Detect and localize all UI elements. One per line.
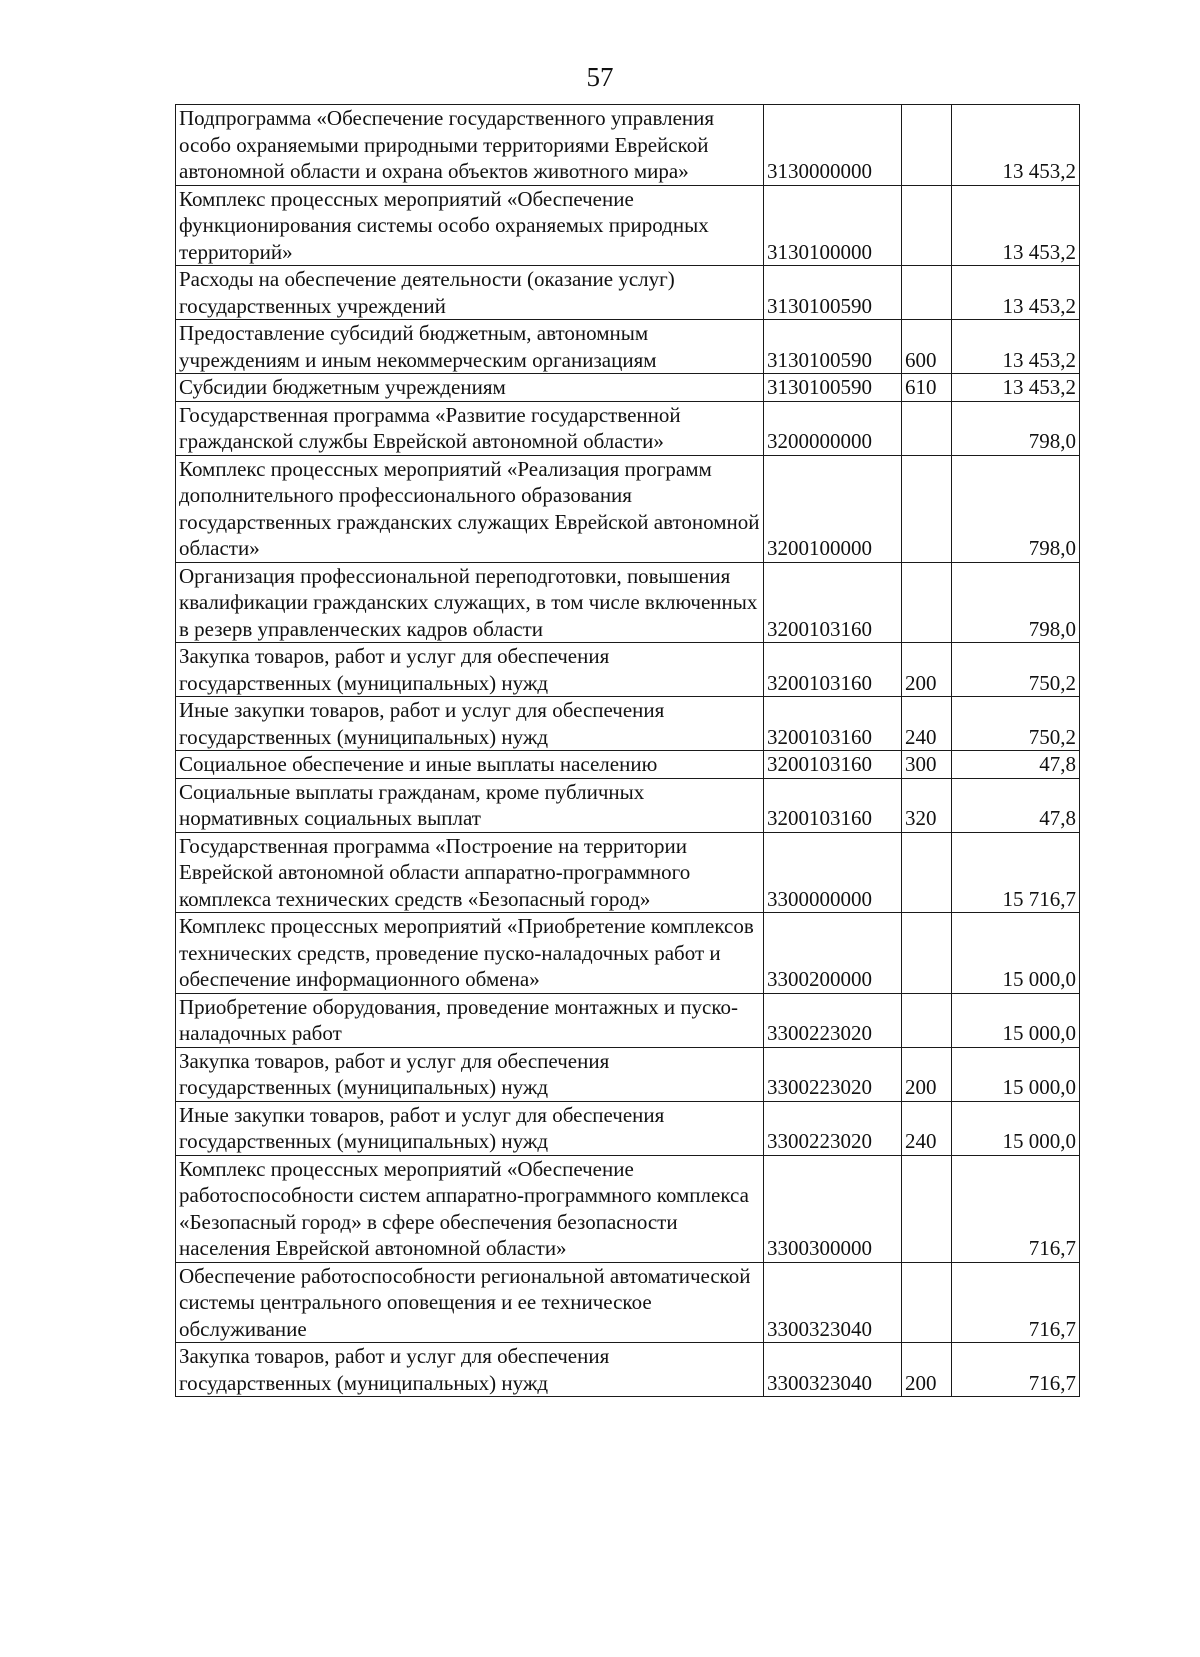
amount-cell: 13 453,2 <box>952 105 1080 186</box>
table-row <box>176 455 1080 562</box>
target-code-cell: 3300300000 <box>764 1155 902 1262</box>
target-code-cell: 3200100000 <box>764 455 902 562</box>
expense-name-cell: Предоставление субсидий бюджетным, автономным учреждениям и иным некоммерческим организациям <box>176 320 764 374</box>
amount-cell: 798,0 <box>952 455 1080 562</box>
target-code-cell: 3200103160 <box>764 562 902 643</box>
target-code-cell: 3130100590 <box>764 266 902 320</box>
expense-type-cell <box>902 1155 952 1262</box>
expense-type-cell: 200 <box>902 1343 952 1397</box>
amount-cell: 13 453,2 <box>952 266 1080 320</box>
amount-cell: 15 000,0 <box>952 1047 1080 1101</box>
expense-type-cell: 240 <box>902 697 952 751</box>
target-code-cell: 3300223020 <box>764 1047 902 1101</box>
amount-cell: 15 716,7 <box>952 832 1080 913</box>
expense-type-cell: 610 <box>902 374 952 402</box>
amount-cell: 47,8 <box>952 751 1080 779</box>
table-row <box>176 1155 1080 1262</box>
table-row <box>176 562 1080 643</box>
target-code-cell: 3300323040 <box>764 1262 902 1343</box>
amount-cell: 15 000,0 <box>952 1101 1080 1155</box>
expense-type-cell <box>902 266 952 320</box>
target-code-cell: 3130100590 <box>764 320 902 374</box>
amount-cell: 15 000,0 <box>952 993 1080 1047</box>
target-code-cell: 3200103160 <box>764 751 902 779</box>
amount-cell: 13 453,2 <box>952 374 1080 402</box>
expense-name-cell: Комплекс процессных мероприятий «Реализация программ дополнительного профессионального образования государственных гражданских служащих Еврейской автономной области» <box>176 455 764 562</box>
amount-cell: 750,2 <box>952 643 1080 697</box>
expense-name-cell: Закупка товаров, работ и услуг для обеспечения государственных (муниципальных) нужд <box>176 1047 764 1101</box>
expense-name-cell: Расходы на обеспечение деятельности (оказание услуг) государственных учреждений <box>176 266 764 320</box>
table-row <box>176 643 1080 697</box>
expense-type-cell <box>902 993 952 1047</box>
amount-cell: 716,7 <box>952 1343 1080 1397</box>
expense-type-cell: 300 <box>902 751 952 779</box>
amount-cell: 13 453,2 <box>952 320 1080 374</box>
amount-cell: 13 453,2 <box>952 185 1080 266</box>
expense-name-cell: Обеспечение работоспособности региональной автоматической системы центрального оповещения и ее техническое обслуживание <box>176 1262 764 1343</box>
table-row <box>176 105 1080 186</box>
expense-type-cell <box>902 913 952 994</box>
budget-table-body <box>176 105 1080 1397</box>
expense-name-cell: Субсидии бюджетным учреждениям <box>176 374 764 402</box>
amount-cell: 798,0 <box>952 562 1080 643</box>
table-row <box>176 266 1080 320</box>
table-row <box>176 913 1080 994</box>
target-code-cell: 3130100000 <box>764 185 902 266</box>
expense-type-cell: 200 <box>902 643 952 697</box>
expense-type-cell <box>902 185 952 266</box>
amount-cell: 47,8 <box>952 778 1080 832</box>
target-code-cell: 3200000000 <box>764 401 902 455</box>
table-row <box>176 751 1080 779</box>
target-code-cell: 3130000000 <box>764 105 902 186</box>
expense-name-cell: Социальное обеспечение и иные выплаты населению <box>176 751 764 779</box>
table-row <box>176 697 1080 751</box>
table-row <box>176 1343 1080 1397</box>
expense-type-cell: 240 <box>902 1101 952 1155</box>
expense-name-cell: Комплекс процессных мероприятий «Обеспечение функционирования системы особо охраняемых природных территорий» <box>176 185 764 266</box>
expense-name-cell: Приобретение оборудования, проведение монтажных и пуско-наладочных работ <box>176 993 764 1047</box>
budget-table <box>175 104 1080 1397</box>
table-row <box>176 320 1080 374</box>
expense-name-cell: Подпрограмма «Обеспечение государственного управления особо охраняемыми природными территориями Еврейской автономной области и охрана объектов животного мира» <box>176 105 764 186</box>
expense-type-cell <box>902 832 952 913</box>
target-code-cell: 3300200000 <box>764 913 902 994</box>
expense-type-cell: 200 <box>902 1047 952 1101</box>
target-code-cell: 3300223020 <box>764 1101 902 1155</box>
expense-name-cell: Иные закупки товаров, работ и услуг для обеспечения государственных (муниципальных) нужд <box>176 1101 764 1155</box>
amount-cell: 716,7 <box>952 1262 1080 1343</box>
expense-name-cell: Государственная программа «Построение на территории Еврейской автономной области аппаратно-программного комплекса технических средств «Безопасный город» <box>176 832 764 913</box>
expense-name-cell: Закупка товаров, работ и услуг для обеспечения государственных (муниципальных) нужд <box>176 1343 764 1397</box>
expense-name-cell: Иные закупки товаров, работ и услуг для обеспечения государственных (муниципальных) нужд <box>176 697 764 751</box>
table-row <box>176 1262 1080 1343</box>
table-row <box>176 832 1080 913</box>
table-row <box>176 1047 1080 1101</box>
target-code-cell: 3200103160 <box>764 697 902 751</box>
page-number: 57 <box>586 62 614 92</box>
amount-cell: 15 000,0 <box>952 913 1080 994</box>
expense-type-cell <box>902 105 952 186</box>
amount-cell: 750,2 <box>952 697 1080 751</box>
target-code-cell: 3300323040 <box>764 1343 902 1397</box>
expense-name-cell: Государственная программа «Развитие государственной гражданской службы Еврейской автономной области» <box>176 401 764 455</box>
target-code-cell: 3200103160 <box>764 643 902 697</box>
table-row <box>176 778 1080 832</box>
target-code-cell: 3200103160 <box>764 778 902 832</box>
expense-name-cell: Комплекс процессных мероприятий «Приобретение комплексов технических средств, проведение пуско-наладочных работ и обеспечение информационного обмена» <box>176 913 764 994</box>
expense-name-cell: Социальные выплаты гражданам, кроме публичных нормативных социальных выплат <box>176 778 764 832</box>
table-row <box>176 1101 1080 1155</box>
table-row <box>176 401 1080 455</box>
target-code-cell: 3300223020 <box>764 993 902 1047</box>
table-row <box>176 993 1080 1047</box>
target-code-cell: 3130100590 <box>764 374 902 402</box>
expense-name-cell: Закупка товаров, работ и услуг для обеспечения государственных (муниципальных) нужд <box>176 643 764 697</box>
table-row <box>176 374 1080 402</box>
expense-name-cell: Организация профессиональной переподготовки, повышения квалификации гражданских служащих, в том числе включенных в резерв управленческих кадров области <box>176 562 764 643</box>
table-row <box>176 185 1080 266</box>
expense-type-cell: 320 <box>902 778 952 832</box>
amount-cell: 716,7 <box>952 1155 1080 1262</box>
target-code-cell: 3300000000 <box>764 832 902 913</box>
expense-type-cell <box>902 455 952 562</box>
expense-type-cell <box>902 401 952 455</box>
amount-cell: 798,0 <box>952 401 1080 455</box>
expense-type-cell <box>902 562 952 643</box>
expense-name-cell: Комплекс процессных мероприятий «Обеспечение работоспособности систем аппаратно-программного комплекса «Безопасный город» в сфере обеспечения безопасности населения Еврейской автономной области» <box>176 1155 764 1262</box>
expense-type-cell: 600 <box>902 320 952 374</box>
expense-type-cell <box>902 1262 952 1343</box>
